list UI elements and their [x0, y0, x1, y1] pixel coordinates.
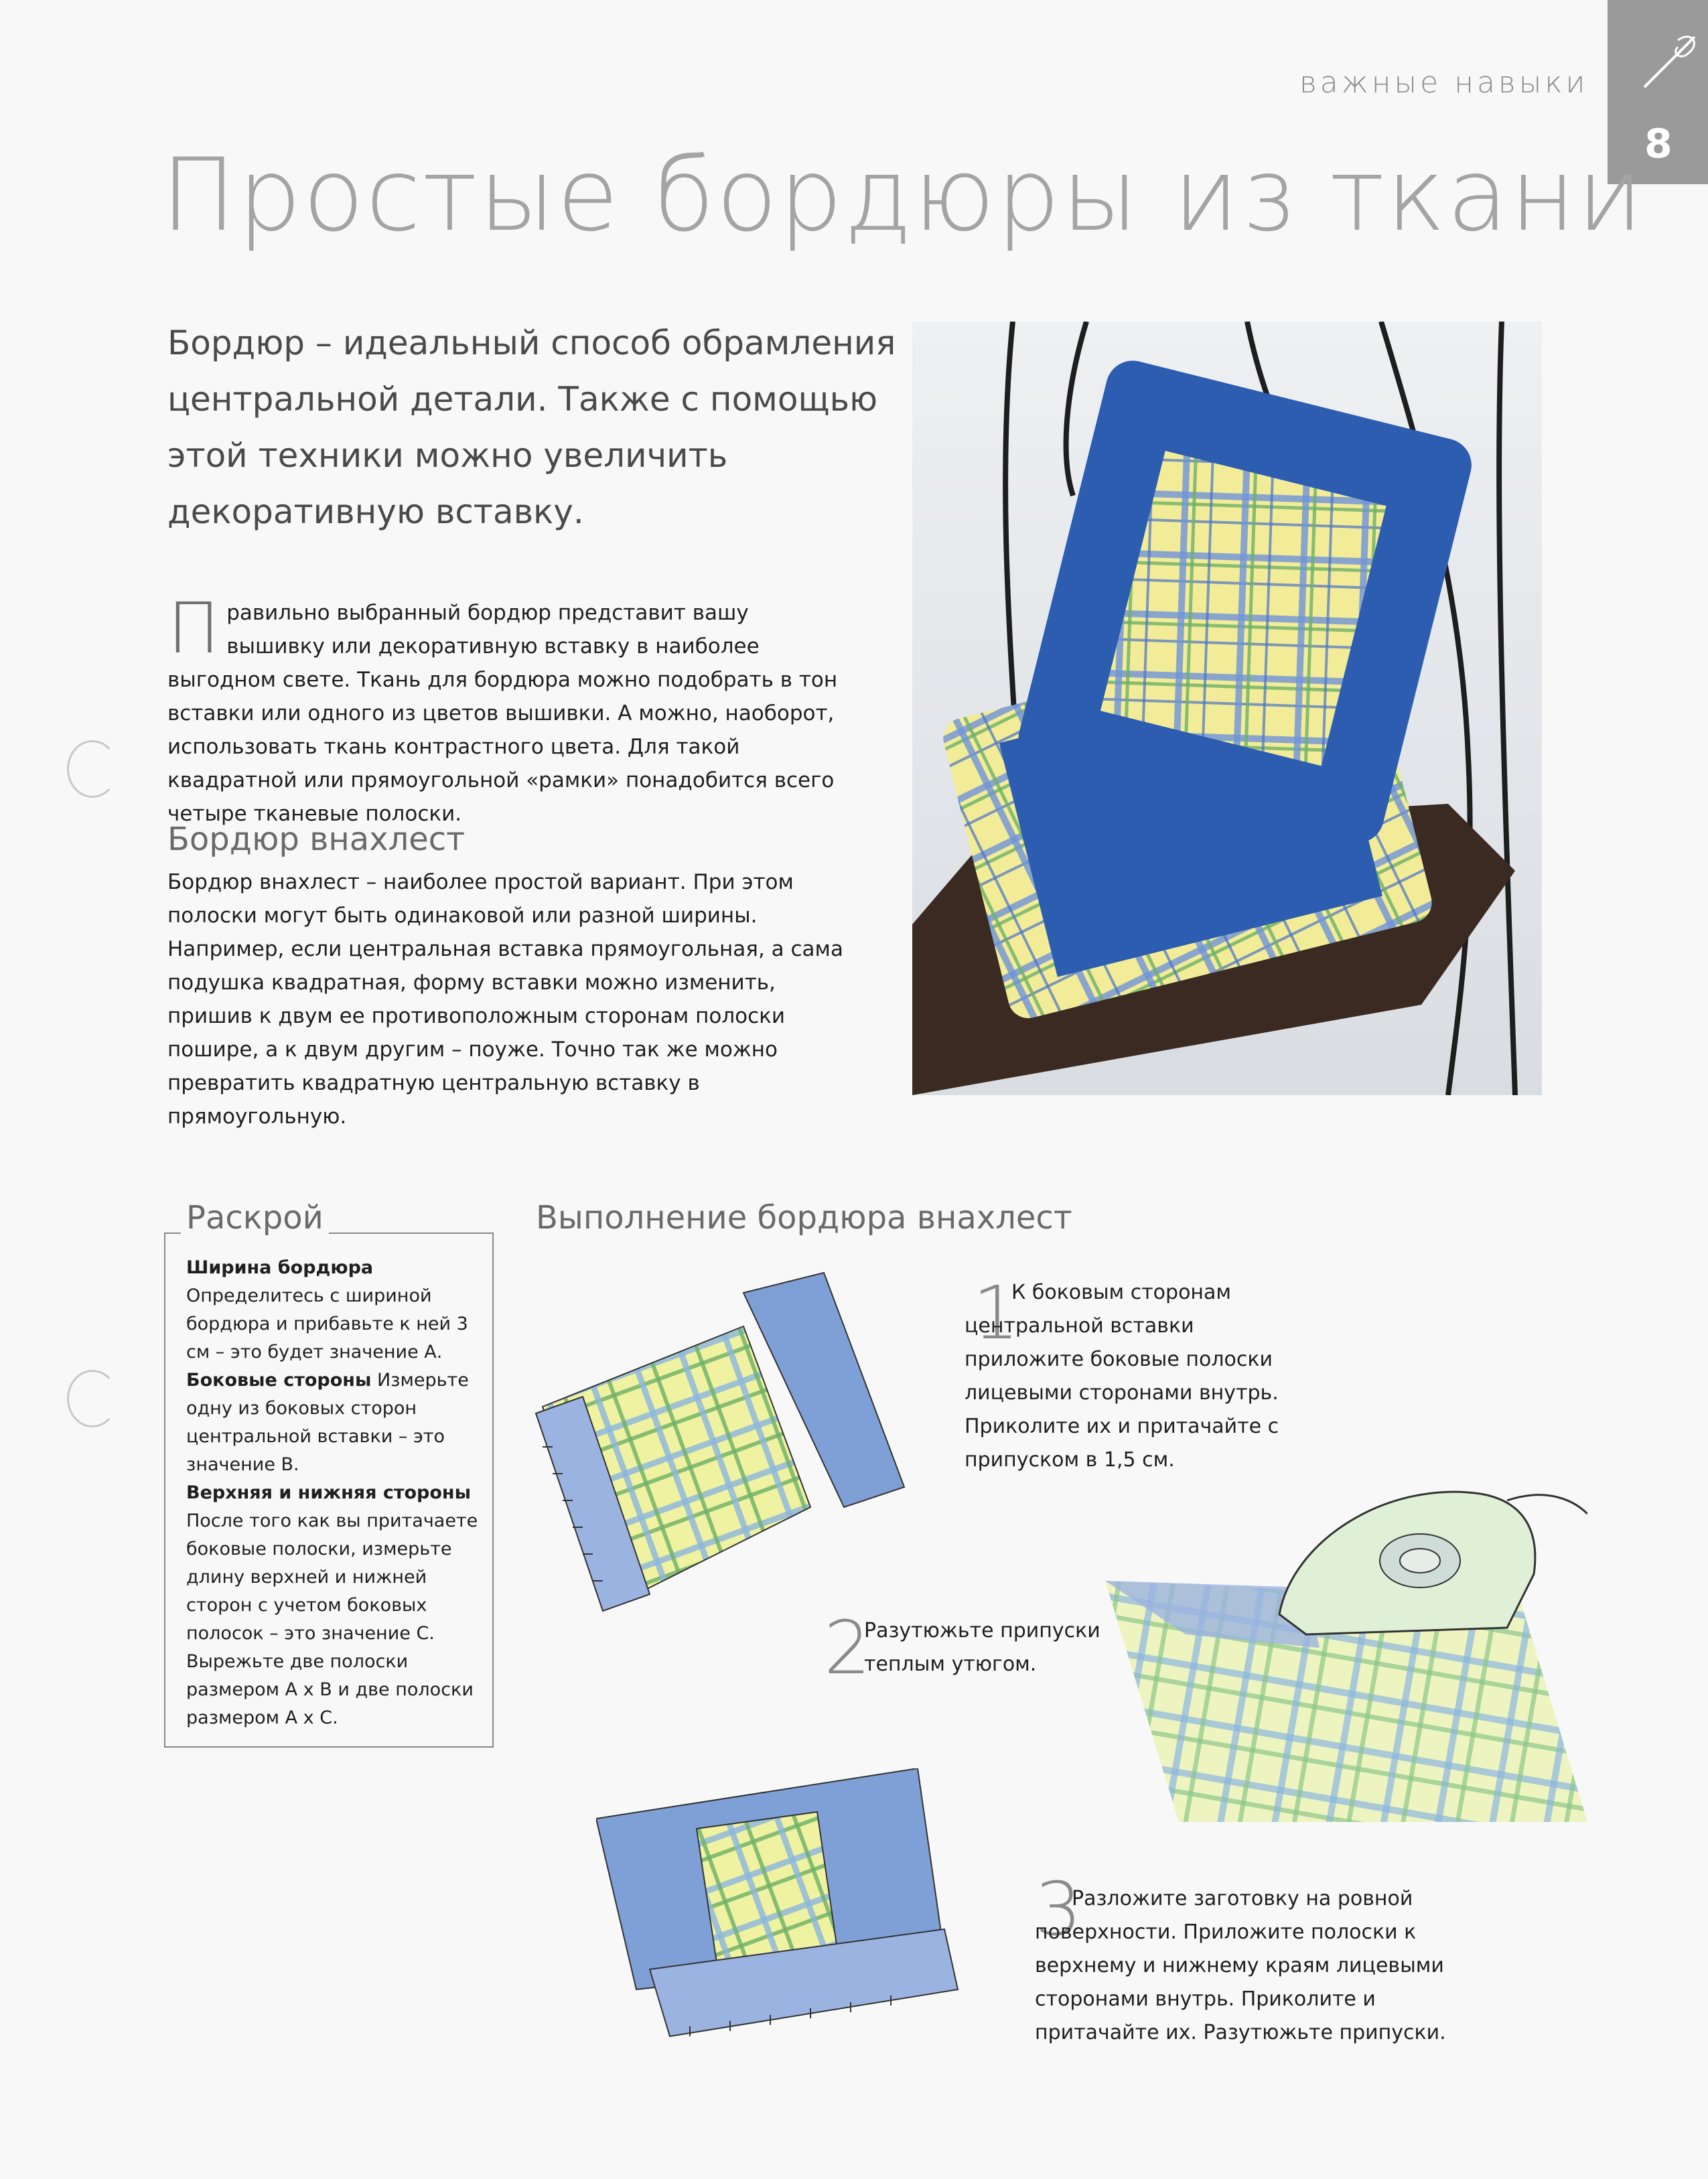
- pillow-photo: [912, 322, 1542, 1095]
- overlap-heading: Бордюр внахлест: [167, 821, 466, 858]
- overlap-text: Бордюр внахлест – наиболее простой вариант. При этом полоски могут быть одинаковой или разной ширины. Например, если центральная вставка прямоугольная, а сама подушка квадратная, форму вставки можно изменить, пришив к двум ее противоположным сторонам полоски пошире, а к двум другим – поуже. Точно так же можно превратить квадратную центральную вставку в прямоугольную.: [167, 870, 843, 1129]
- dropcap: П: [167, 587, 220, 669]
- cutting-item-width: [186, 1254, 481, 1366]
- step1-number: 1: [973, 1270, 1019, 1356]
- cutting-item-heading: Верхняя и нижняя стороны: [186, 1482, 471, 1503]
- page-number: 8: [1644, 121, 1673, 167]
- step3-illustration: [596, 1768, 971, 2070]
- needle-icon: [1638, 27, 1705, 94]
- cutting-item-sides: [186, 1366, 481, 1479]
- step2-illustration: [1105, 1474, 1587, 1822]
- binder-hole-bottom: [67, 1370, 118, 1427]
- binder-hole-top: [67, 740, 118, 798]
- cutting-item-text: Определитесь с шириной бордюра и прибавьте к ней 3 см – это будет значение А.: [186, 1285, 468, 1362]
- cutting-item-heading: Ширина бордюра: [186, 1257, 374, 1278]
- step1-illustration: [529, 1246, 958, 1661]
- cutting-item-top-bottom: [186, 1479, 481, 1732]
- section-label: важные навыки: [1299, 66, 1589, 100]
- intro-text: Бордюр – идеальный способ обрамления центральной детали. Также с помощью этой техники можно увеличить декоративную вставку.: [167, 324, 896, 531]
- paragraph-intro-text: равильно выбранный бордюр представит вашу вышивку или декоративную вставку в наиболее выгодном свете. Ткань для бордюра можно подобрать в тон вставки или одного из цветов вышивки. А можно, наоборот, использовать ткань контрастного цвета. Для такой квадратной или прямоугольной «рамки» понадобится всего четыре тканевые полоски.: [167, 601, 838, 826]
- cutting-item-text: Измерьте одну из боковых сторон центральной вставки – это значение В.: [186, 1370, 469, 1475]
- cutting-box-title: Раскрой: [181, 1199, 329, 1237]
- cutting-box-content: [186, 1254, 481, 1732]
- steps-title: Выполнение бордюра внахлест: [536, 1199, 1072, 1237]
- step1-text: К боковым сторонам центральной вставки приложите боковые полоски лицевыми сторонами внутрь. Приколите их и притачайте с припуском в 1,5 см.: [965, 1281, 1279, 1472]
- step3-number: 3: [1035, 1866, 1082, 1952]
- paragraph-intro: [167, 587, 851, 831]
- step3-text: Разложите заготовку на ровной поверхности. Приложите полоски к верхнему и нижнему краям лицевыми сторонами внутрь. Приколите и притачайте их. Разутюжьте припуски.: [1035, 1887, 1446, 2044]
- cutting-item-text: После того как вы притачаете боковые полоски, измерьте длину верхней и нижней сторон с учетом боковых полосок – это значение С. Вырежьте две полоски размером А х В и две полоски размером А х С.: [186, 1510, 478, 1728]
- step2-number: 2: [824, 1605, 871, 1691]
- page-title: Простые бордюры из ткани: [161, 137, 1644, 254]
- step2-text: Разутюжьте припуски теплым утюгом.: [864, 1619, 1100, 1676]
- cutting-item-heading: Боковые стороны: [186, 1370, 372, 1391]
